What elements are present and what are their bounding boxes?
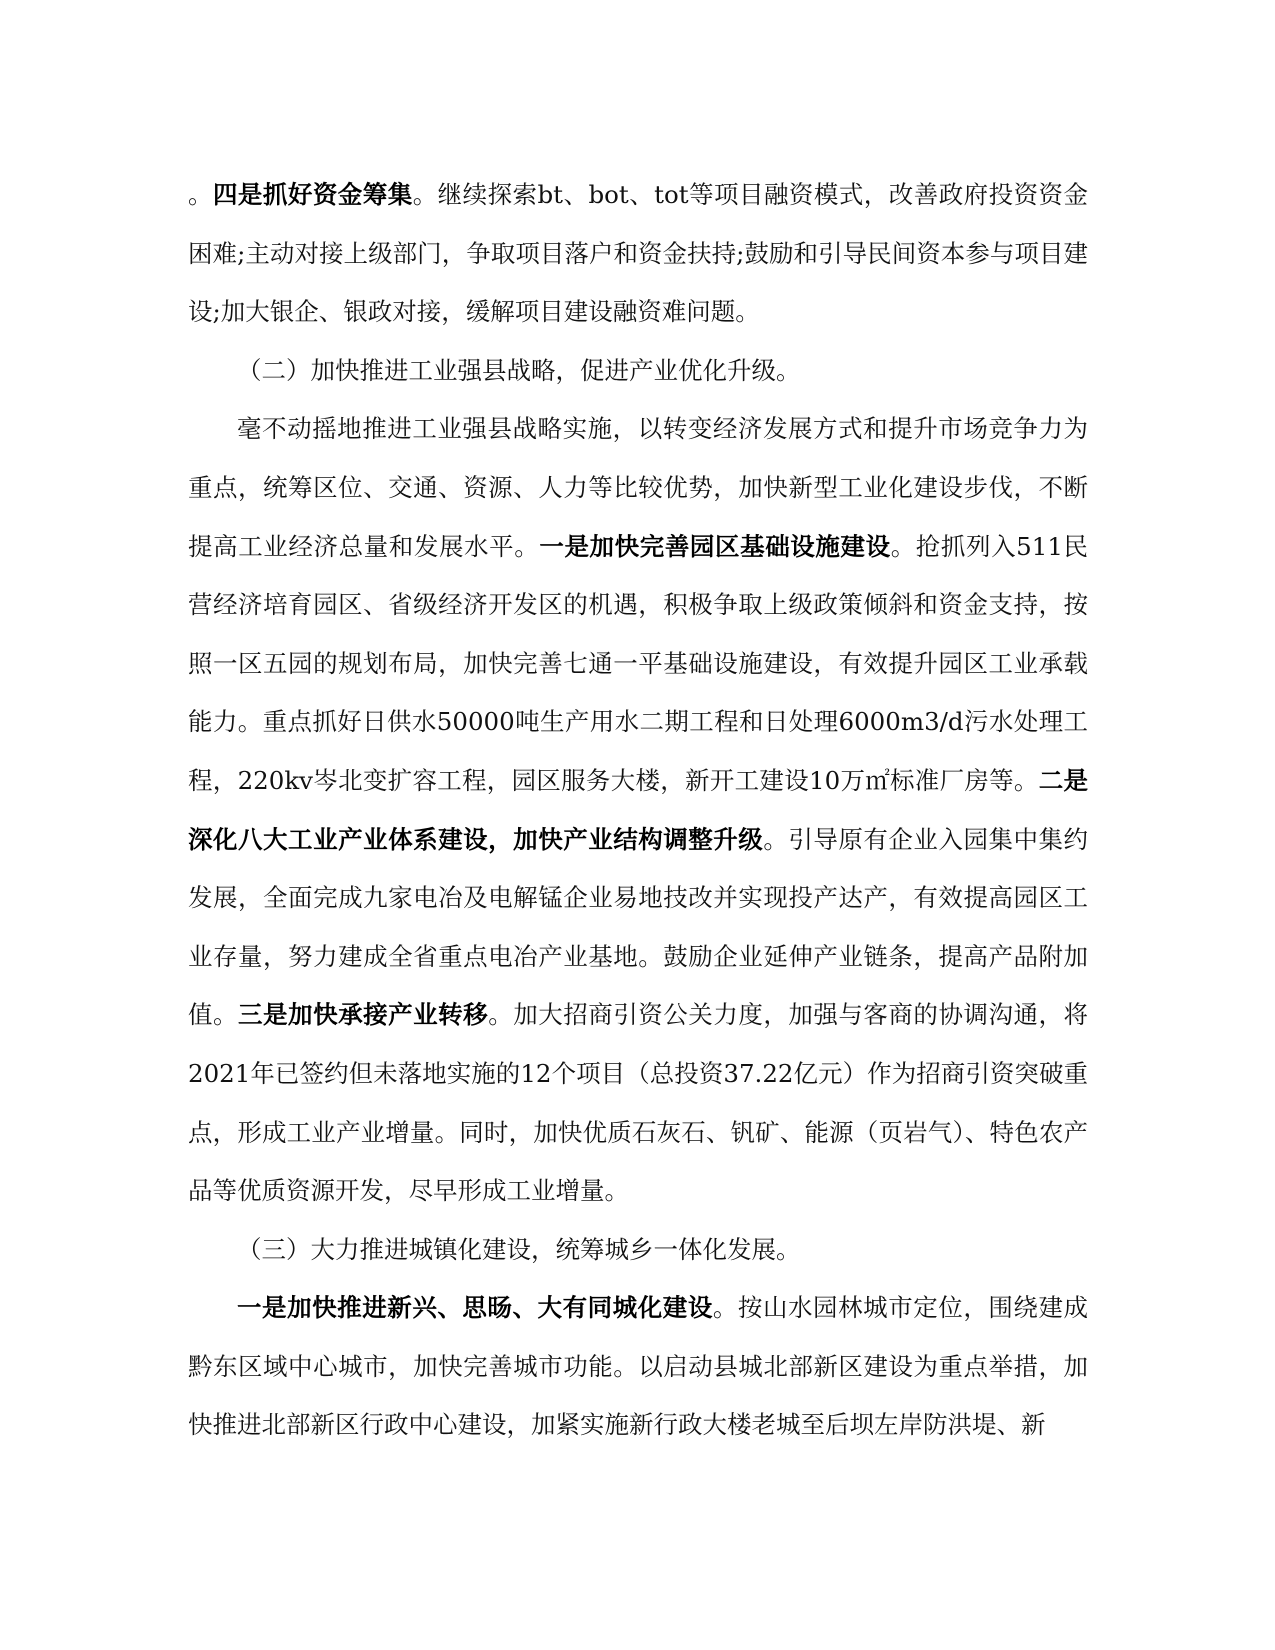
section-heading-industry xyxy=(188,342,1088,401)
heading-text: （二）加快推进工业强县战略，促进产业优化升级。 xyxy=(237,355,801,385)
paragraph-industry xyxy=(188,400,1088,1220)
text-run: 。按山水园林城市定位，围绕建成黔东区域中心城市，加快完善城市功能。以启动县城北部新区建设为重点举措，加快推进北部新区行政中心建设，加紧实施新行政大楼老城至后坝左岸防洪堤、新 xyxy=(188,1293,1089,1440)
bold-run: 一是加快推进新兴、思旸、大有同城化建设 xyxy=(237,1293,713,1323)
bold-run: 三是加快承接产业转移 xyxy=(238,1000,489,1030)
text-run: 。抢抓列入511民营经济培育园区、省级经济开发区的机遇，积极争取上级政策倾斜和资金支持，按照一区五园的规划布局，加快完善七通一平基础设施建设，有效提升园区工业承载能力。重点抓好日供水50000吨生产用水二期工程和日处理6000m3/d污水处理工程，220kv岑北变扩容工程，园区服务大楼，新开工建设10万㎡标准厂房等。 xyxy=(188,531,1089,795)
bold-run: 一是加快完善园区基础设施建设 xyxy=(539,531,891,561)
heading-text: （三）大力推进城镇化建设，统筹城乡一体化发展。 xyxy=(237,1234,801,1264)
section-heading-urbanization xyxy=(188,1221,1088,1280)
text-run: 。引导原有企业入园集中集约发展，全面完成九家电冶及电解锰企业易地技改并实现投产达产，有效提高园区工业存量，努力建成全省重点电冶产业基地。鼓励企业延伸产业链条，提高产品附加值。 xyxy=(188,824,1088,1030)
paragraph-funding xyxy=(188,166,1088,342)
paragraph-urbanization xyxy=(188,1279,1088,1455)
document-body xyxy=(188,166,1088,1455)
text-run: 。继续探索bt、bot、tot等项目融资模式，改善政府投资资金困难;主动对接上级部门，争取项目落户和资金扶持;鼓励和引导民间资本参与项目建设;加大银企、银政对接，缓解项目建设融资难问题。 xyxy=(188,180,1089,327)
text-run: 。 xyxy=(188,180,213,209)
text-run: 。加大招商引资公关力度，加强与客商的协调沟通，将2021年已签约但未落地实施的12个项目（总投资37.22亿元）作为招商引资突破重点，形成工业产业增量。同时，加快优质石灰石、钒矿、能源（页岩气）、特色农产品等优质资源开发，尽早形成工业增量。 xyxy=(188,1000,1089,1206)
bold-run: 四是抓好资金筹集 xyxy=(212,180,413,209)
bold-run: 二是深化八大工业产业体系建设，加快产业结构调整升级 xyxy=(188,765,1089,854)
text-run: 毫不动摇地推进工业强县战略实施，以转变经济发展方式和提升市场竞争力为重点，统筹区位、交通、资源、人力等比较优势，加快新型工业化建设步伐，不断提高工业经济总量和发展水平。 xyxy=(188,414,1088,561)
